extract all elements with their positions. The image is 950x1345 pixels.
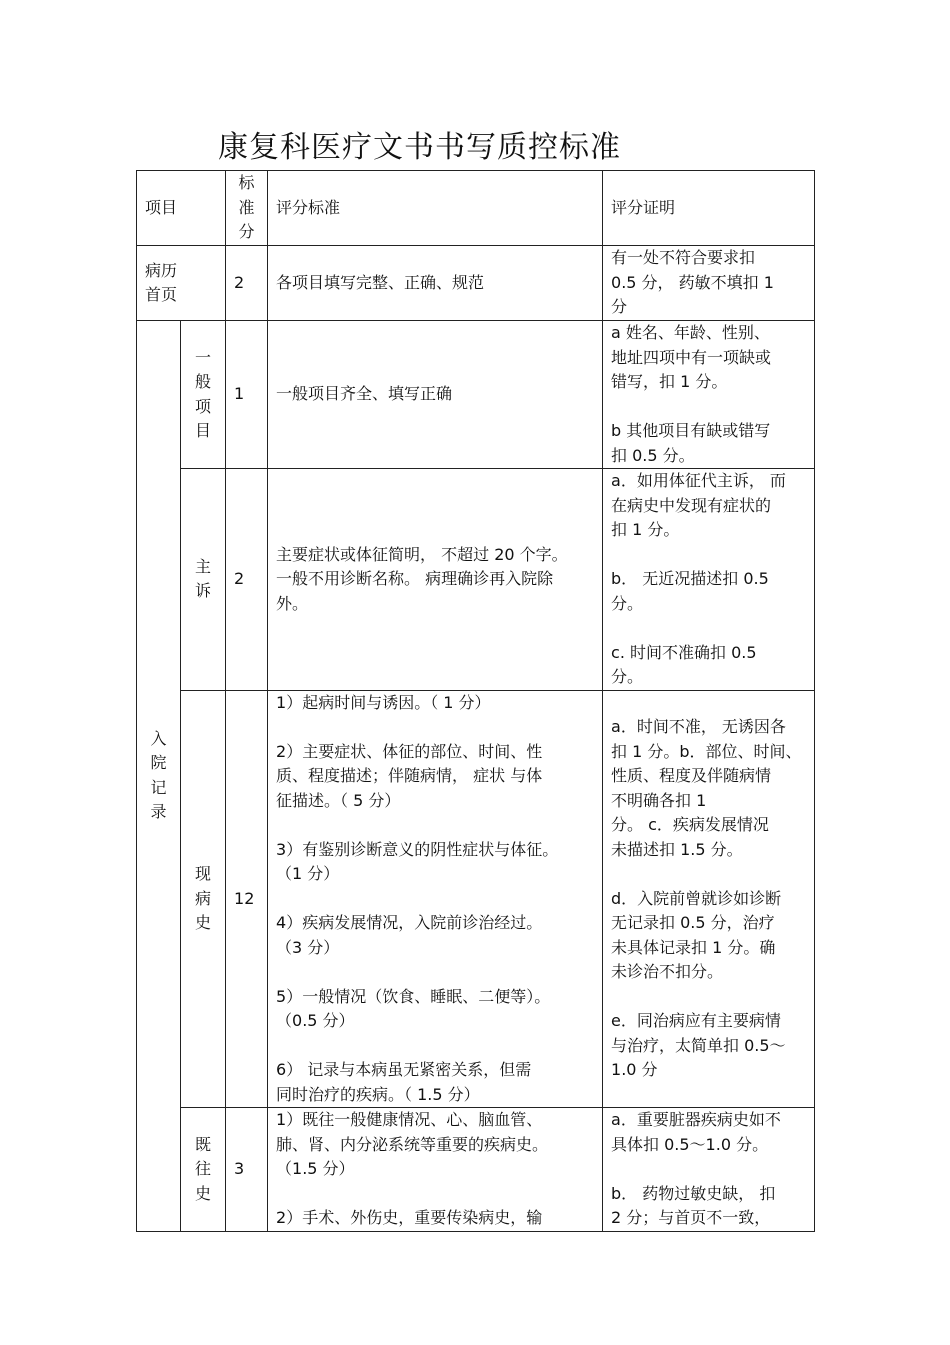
past-item	[181, 1108, 226, 1232]
header-deduction: 评分证明	[603, 171, 815, 246]
present-score: 12	[226, 690, 268, 1108]
header-item: 项目	[137, 171, 226, 246]
homepage-criteria: 各项目填写完整、正确、规范	[268, 246, 603, 321]
header-row	[137, 171, 815, 246]
admission-group-cell	[137, 321, 181, 1232]
general-item	[181, 321, 226, 469]
homepage-score: 2	[226, 246, 268, 321]
complaint-item	[181, 469, 226, 691]
complaint-deduction: a．如用体征代主诉， 而 在病史中发现有症状的 扣 1 分。 b． 无近况描述扣 0.5 分。 c. 时间不准确扣 0.5 分。	[603, 469, 815, 691]
row-past-history	[137, 1108, 815, 1232]
row-general	[137, 321, 815, 469]
complaint-score: 2	[226, 469, 268, 691]
row-homepage	[137, 246, 815, 321]
row-complaint	[137, 469, 815, 691]
general-score: 1	[226, 321, 268, 469]
present-item-text: 现 病 史	[194, 864, 211, 932]
quality-standard-table	[136, 170, 815, 1232]
general-item-text: 一 般 项 目	[194, 347, 211, 440]
present-deduction: a．时间不准， 无诱因各 扣 1 分。b．部位、时间、 性质、程度及伴随病情 不明确各扣 1 分。 c．疾病发展情况 未描述扣 1.5 分。 d．入院前曾就诊如诊断 无记录扣 0.5 分，治疗 未具体记录扣 1 分。确 未诊治不扣分。 e．同治病应有主要病情 与治疗，太简单扣 0.5～ 1.0 分	[603, 690, 815, 1108]
past-deduction: a．重要脏器疾病史如不 具体扣 0.5～1.0 分。 b． 药物过敏史缺， 扣 2 分；与首页不一致，	[603, 1108, 815, 1232]
admission-group-label: 入 院 记 录	[150, 728, 167, 822]
header-score-text: 标 准 分	[238, 173, 255, 242]
past-score: 3	[226, 1108, 268, 1232]
homepage-item: 病历 首页	[137, 246, 226, 321]
header-criteria: 评分标准	[268, 171, 603, 246]
general-criteria: 一般项目齐全、填写正确	[268, 321, 603, 469]
row-present-illness	[137, 690, 815, 1108]
present-criteria: 1）起病时间与诱因。（ 1 分） 2）主要症状、体征的部位、时间、性 质、程度描述；伴随病情， 症状 与体 征描述。（ 5 分） 3）有鉴别诊断意义的阴性症状与体征。 （1 分） 4）疾病发展情况，入院前诊治经过。 （3 分） 5）一般情况（饮食、睡眠、二便等）。 （0.5 分） 6） 记录与本病虽无紧密关系，但需 同时治疗的疾病。（ 1.5 分）	[268, 690, 603, 1108]
past-item-text: 既 往 史	[194, 1134, 211, 1203]
page-title: 康复科医疗文书书写质控标准	[218, 130, 621, 165]
header-score	[226, 171, 268, 246]
past-criteria: 1）既往一般健康情况、心、脑血管、 肺、肾、内分泌系统等重要的疾病史。 （1.5 分） 2）手术、外伤史，重要传染病史，输	[268, 1108, 603, 1232]
complaint-criteria: 主要症状或体征简明， 不超过 20 个字。 一般不用诊断名称。 病理确诊再入院除 外。	[268, 469, 603, 691]
general-deduction: a 姓名、年龄、性别、 地址四项中有一项缺或 错写，扣 1 分。 b 其他项目有缺或错写 扣 0.5 分。	[603, 321, 815, 469]
complaint-item-text: 主 诉	[194, 556, 211, 601]
present-item	[181, 690, 226, 1108]
homepage-deduction: 有一处不符合要求扣 0.5 分， 药敏不填扣 1 分	[603, 246, 815, 321]
